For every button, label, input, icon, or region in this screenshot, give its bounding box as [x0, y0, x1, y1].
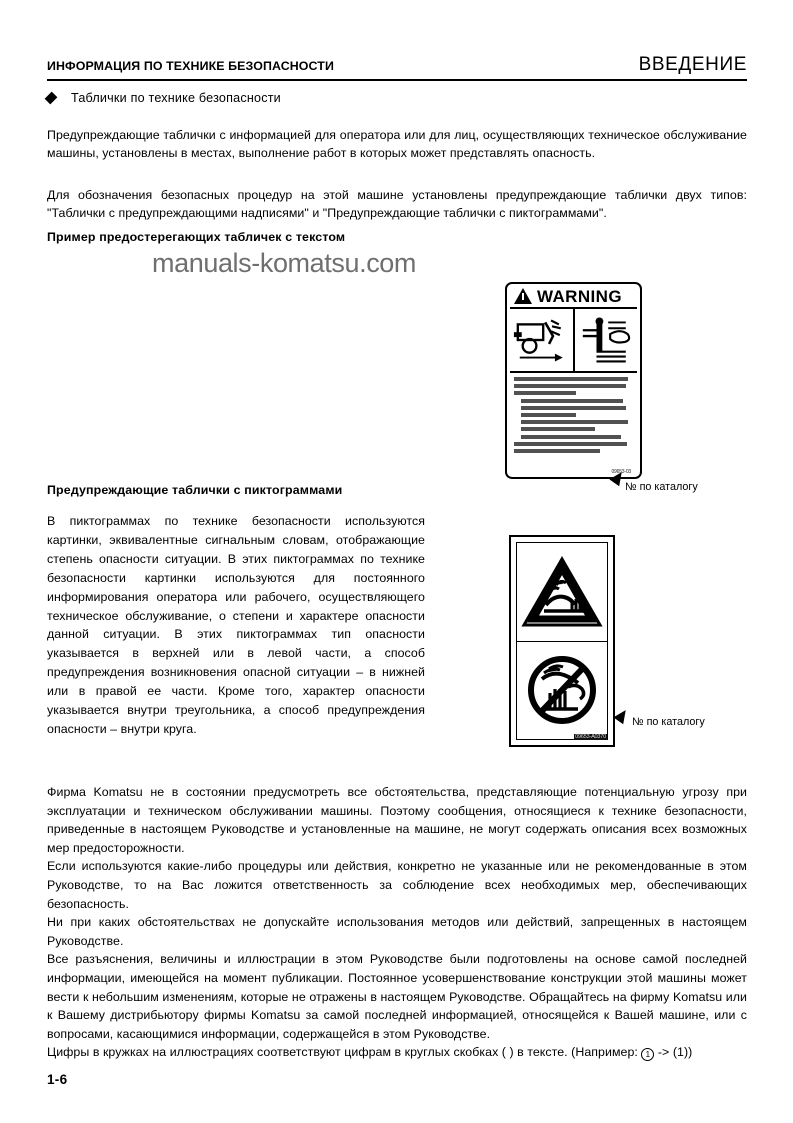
- disclaimer-paragraph-4: Все разъяснения, величины и иллюстрации в этом Руководстве были подготовлены на основе самой последней информации, имеющейся на момент публикации. Постоянное усовершенствование конструкции этой машины может вести к небольшим изменениям, которые не отражены в настоящем Руководстве. Обращайтесь на фирму Komatsu или к Вашему дистрибьютору фирмы Komatsu за самой последней информацией, относящейся к Вашей машине, или с вопросами, касающимися информации, содержащейся в этом Руководстве.: [47, 952, 747, 1041]
- section-bullet-heading: [47, 91, 281, 105]
- figure-text-warning-label: [505, 282, 642, 479]
- heading-pictogram-labels: Предупреждающие таблички с пиктограммами: [47, 483, 343, 497]
- operator-seat-svg: [575, 309, 638, 371]
- hazard-triangle-cell: [517, 543, 607, 641]
- warning-label-body-text: [510, 373, 637, 477]
- warning-label-part-number: 09653-03: [611, 469, 631, 475]
- pictogram-label-part-number: 09653-A0370: [575, 734, 606, 740]
- warning-label-pictograms: [510, 309, 637, 373]
- callout-catalog-number-2: № по каталогу: [632, 716, 705, 728]
- section-bullet-heading-label: Таблички по технике безопасности: [71, 91, 281, 105]
- figure-pictogram-label: [509, 535, 615, 747]
- running-header: [47, 54, 747, 76]
- paragraph-label-types: Для обозначения безопасных процедур на этой машине установлены предупреждающие таблички двух типов: "Таблички с предупреждающими надписями" и "Предупреждающие таблички с пиктограммами".: [47, 188, 747, 221]
- no-hands-prohibition-icon: [522, 651, 602, 729]
- callout-arrow-icon-2: [613, 707, 630, 725]
- closing-disclaimer-block: [47, 783, 747, 1062]
- header-chapter-title: ВВЕДЕНИЕ: [638, 54, 747, 75]
- crush-hazard-triangle-icon: [520, 553, 604, 631]
- pictogram-label-inner: [516, 542, 608, 740]
- disclaimer-paragraph-2: Если используются какие-либо процедуры или действия, конкретно не указанные или не рекомендованные в этом Руководстве, то на Вас ложится ответственность за соблюдение всех необходимых мер, обеспечивающих безопасность.: [47, 859, 747, 911]
- warning-triangle-icon: [514, 288, 532, 304]
- watermark-text: manuals-komatsu.com: [152, 248, 416, 278]
- warning-signal-word: WARNING: [537, 286, 622, 306]
- callout-catalog-number-1: № по каталогу: [625, 481, 698, 493]
- header-section-title: ИНФОРМАЦИЯ ПО ТЕХНИКЕ БЕЗОПАСНОСТИ: [47, 59, 334, 73]
- disclaimer-paragraph-3: Ни при каких обстоятельствах не допускайте использования методов или действий, запрещенных в настоящем Руководстве.: [47, 915, 747, 948]
- machine-rollover-icon: [510, 309, 573, 371]
- warning-label-header: [510, 287, 637, 309]
- paragraph-pictogram-description: В пиктограммах по технике безопасности используются картинки, эквивалентные сигнальным словам, отображающие степень опасности ситуации. В этих пиктограммах по технике безопасности картинки используются для постоянного информирования оператора или рабочего, осуществляющего техническое обслуживание, о степени и характере опасности данной ситуации. В этих пиктограммах тип опасности указывается в верхней или в левой части, а способ предупреждения возникновения опасной ситуации – в нижней или в правой ее части. Кроме того, характер опасности указывается внутри треугольника, а способ предупреждения опасности – внутри круга.: [47, 514, 425, 736]
- circled-number-note-post: -> (1)): [654, 1045, 693, 1060]
- disclaimer-paragraph-1: Фирма Komatsu не в состоянии предусмотреть все обстоятельства, представляющие потенциальную угрозу при эксплуатации и техническом обслуживании машины. Поэтому сообщения, относящиеся к технике безопасности, приведенные в настоящем Руководстве и установленные на машине, не могут содержать описания всех возможных мер предосторожности.: [47, 785, 747, 855]
- circled-number-icon: 1: [641, 1048, 654, 1061]
- prohibition-circle-cell: [517, 641, 607, 740]
- circled-number-note-pre: Цифры в кружках на иллюстрациях соответствуют цифрам в круглых скобках ( ) в тексте. (Например:: [47, 1045, 642, 1060]
- disclaimer-paragraph-5: [47, 1043, 747, 1062]
- header-divider: [47, 79, 747, 81]
- machine-rollover-svg: [510, 309, 573, 371]
- paragraph-safety-labels-intro: Предупреждающие таблички с информацией для оператора или для лиц, осуществляющих техническое обслуживание машины, установлены в местах, выполнение работ в которых может представлять опасность.: [47, 128, 747, 161]
- page-number: 1-6: [47, 1072, 68, 1087]
- operator-seat-icon: [573, 309, 638, 371]
- heading-text-label-example: Пример предостерегающих табличек с текстом: [47, 230, 346, 244]
- diamond-bullet-icon: [45, 92, 58, 105]
